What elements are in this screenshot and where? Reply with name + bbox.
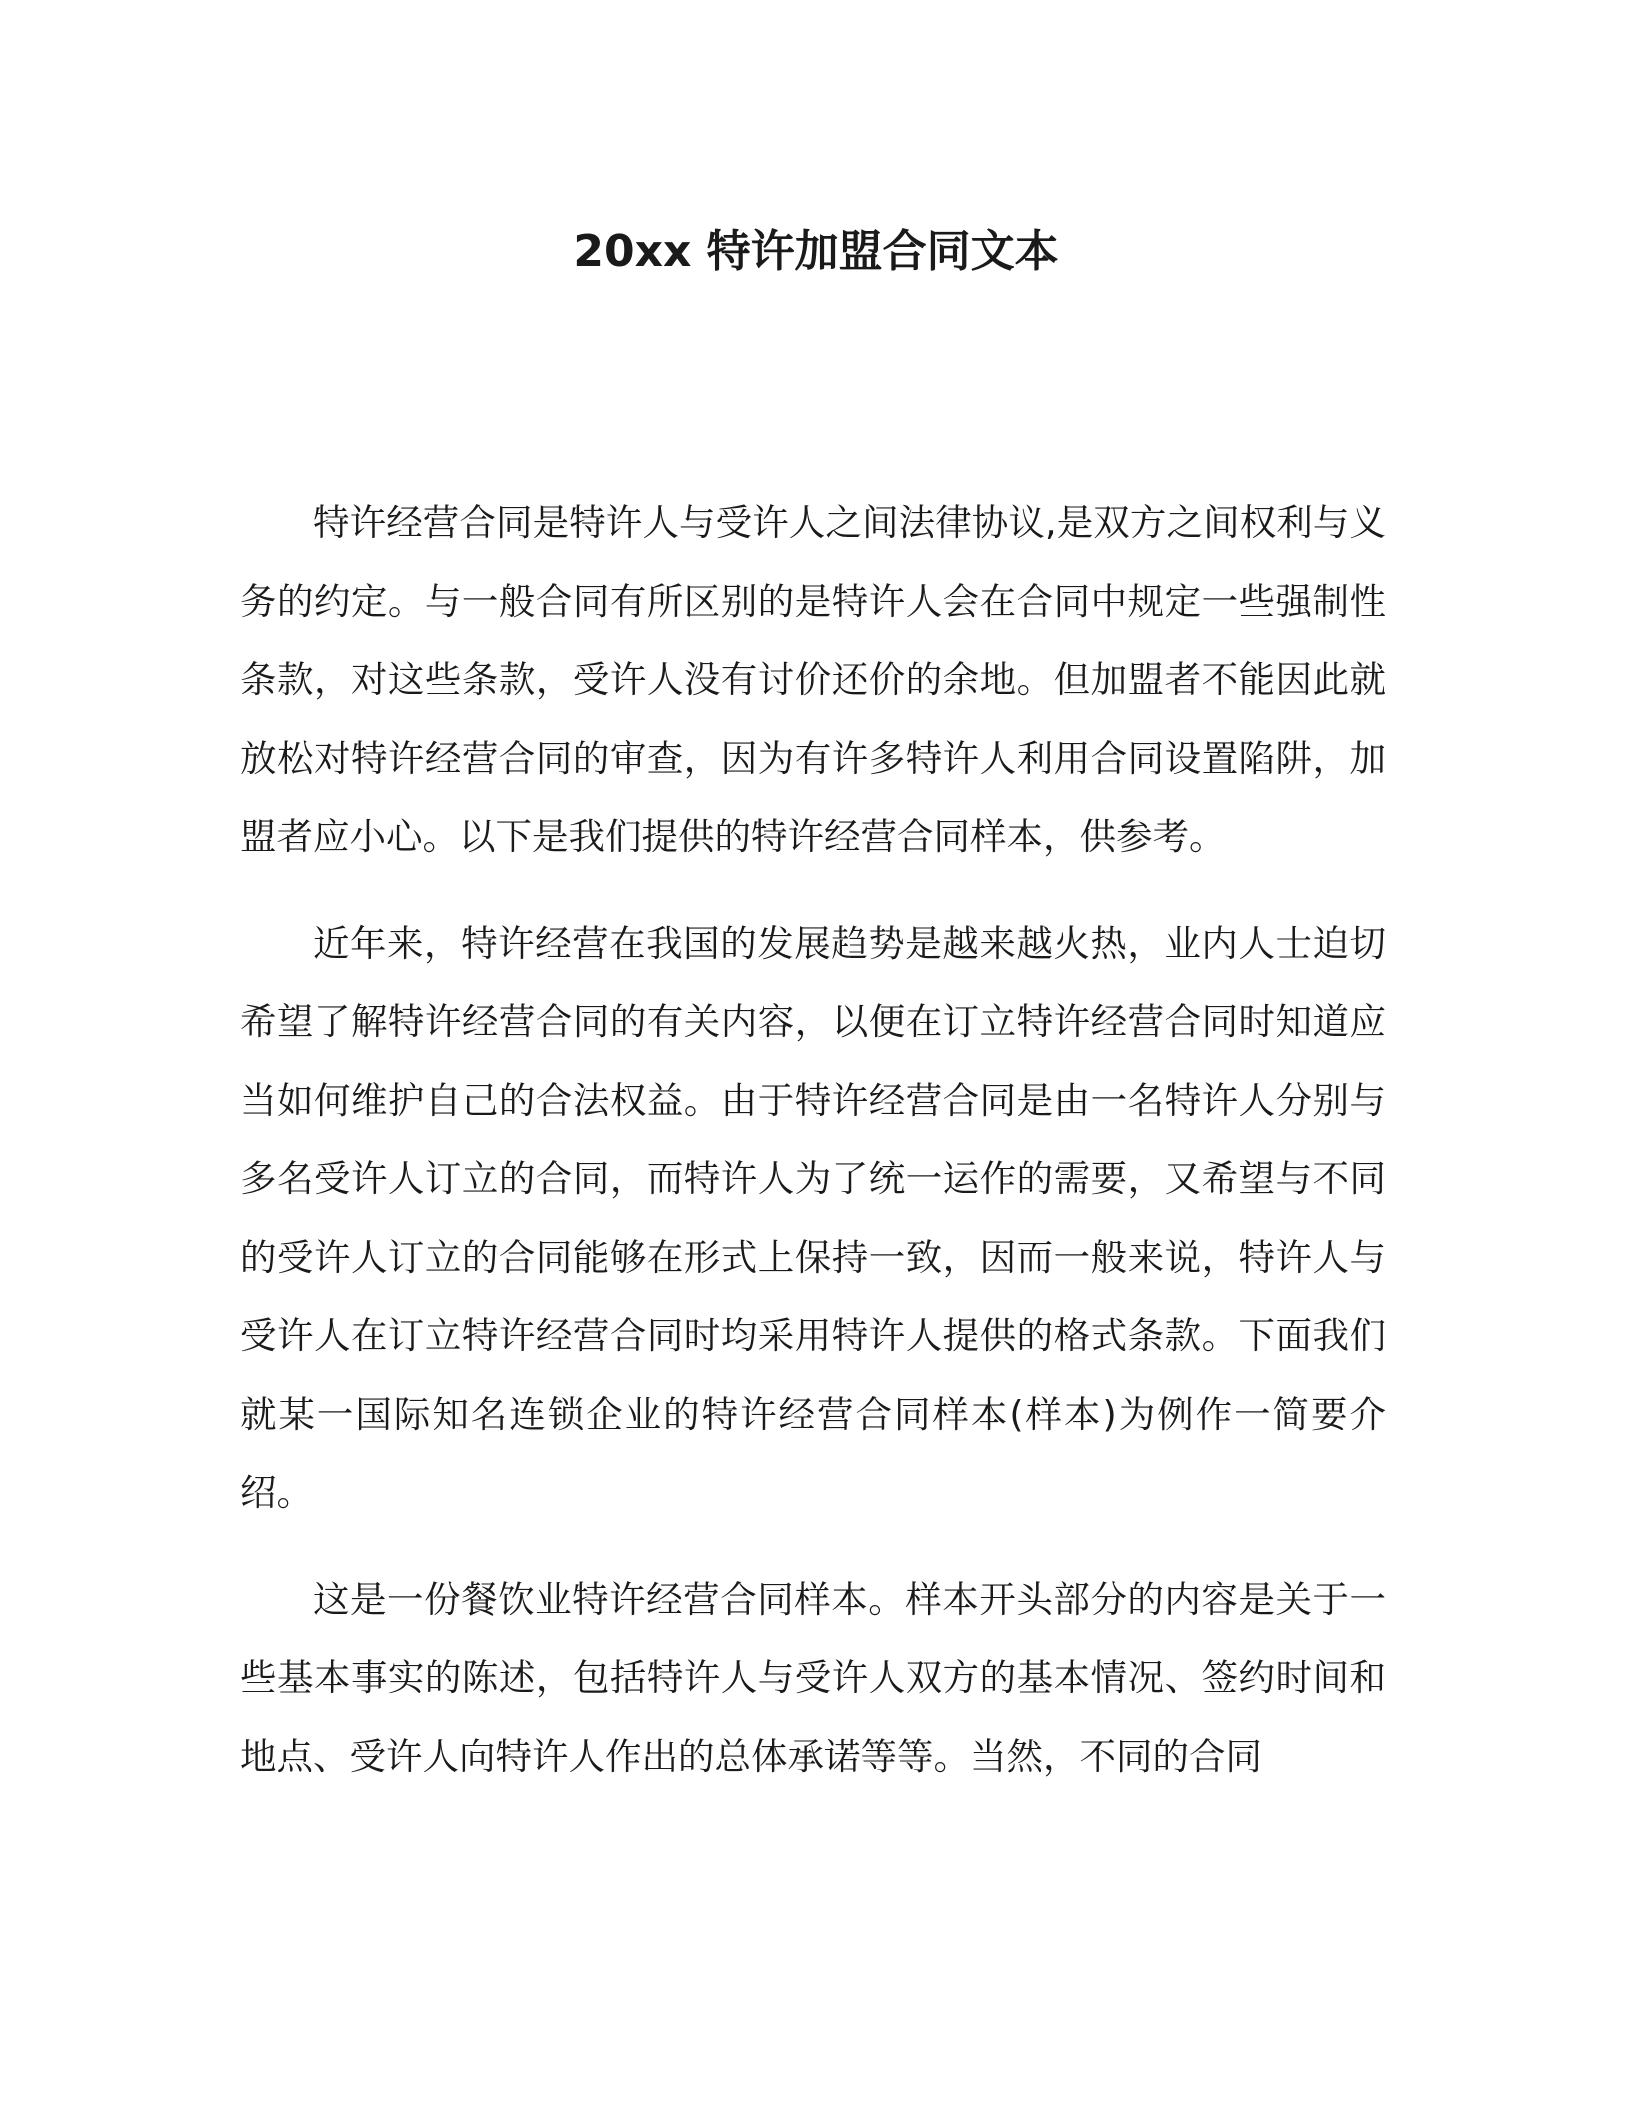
document-body [240,484,1386,1824]
paragraph-2: 近年来，特许经营在我国的发展趋势是越来越火热，业内人士迫切希望了解特许经营合同的有关内容，以便在订立特许经营合同时知道应当如何维护自己的合法权益。由于特许经营合同是由一名特许人分别与多名受许人订立的合同，而特许人为了统一运作的需要，又希望与不同的受许人订立的合同能够在形式上保持一致，因而一般来说，特许人与受许人在订立特许经营合同时均采用特许人提供的格式条款。下面我们就某一国际知名连锁企业的特许经营合同样本(样本)为例作一简要介绍。 [240,921,1386,1514]
paragraph-3: 这是一份餐饮业特许经营合同样本。样本开头部分的内容是关于一些基本事实的陈述，包括特许人与受许人双方的基本情况、签约时间和地点、受许人向特许人作出的总体承诺等等。当然，不同的合同 [240,1577,1386,1778]
document-title: 20xx 特许加盟合同文本 [573,226,1059,277]
paragraph-1: 特许经营合同是特许人与受许人之间法律协议,是双方之间权利与义务的约定。与一般合同有所区别的是特许人会在合同中规定一些强制性条款，对这些条款，受许人没有讨价还价的余地。但加盟者不能因此就放松对特许经营合同的审查，因为有许多特许人利用合同设置陷阱，加盟者应小心。以下是我们提供的特许经营合同样本，供参考。 [240,501,1386,858]
